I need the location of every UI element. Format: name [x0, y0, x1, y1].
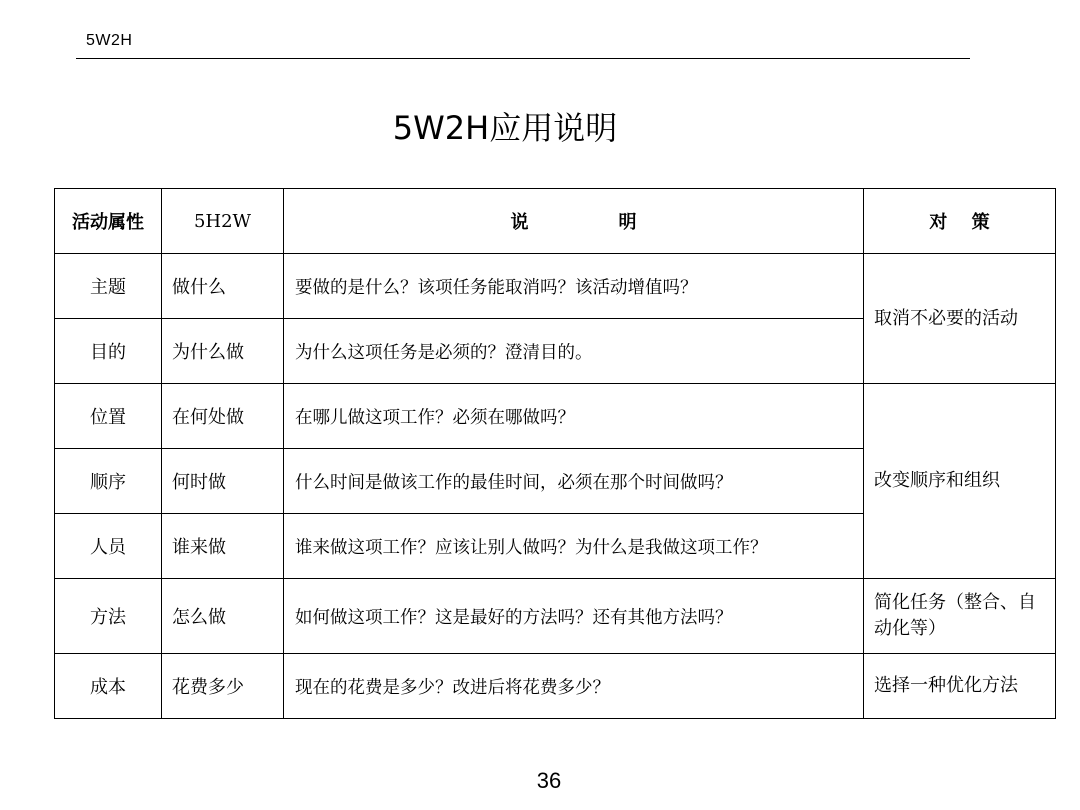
row-attribute: 人员 [55, 514, 162, 579]
header-rule [76, 58, 970, 59]
row-question: 为什么做 [162, 319, 284, 384]
row-description: 现在的花费是多少？改进后将花费多少？ [284, 654, 864, 719]
row-attribute: 目的 [55, 319, 162, 384]
row-question: 怎么做 [162, 579, 284, 654]
page-number: 36 [536, 768, 562, 793]
row-description: 在哪儿做这项工作？必须在哪做吗？ [284, 384, 864, 449]
strategy-reorder: 改变顺序和组织 [864, 384, 1056, 579]
row-question: 花费多少 [162, 654, 284, 719]
row-attribute: 成本 [55, 654, 162, 719]
header-strategy: 对 策 [864, 189, 1056, 254]
row-question: 谁来做 [162, 514, 284, 579]
table-row [55, 579, 1056, 654]
strategy-optimize: 选择一种优化方法 [864, 654, 1056, 719]
row-question: 何时做 [162, 449, 284, 514]
document-title: 5W2H应用说明 [392, 109, 618, 147]
table-row [55, 654, 1056, 719]
row-attribute: 位置 [55, 384, 162, 449]
strategy-eliminate: 取消不必要的活动 [864, 254, 1056, 384]
running-header: 5W2H [86, 32, 133, 49]
row-question: 在何处做 [162, 384, 284, 449]
row-attribute: 顺序 [55, 449, 162, 514]
header-method: 5H2W [162, 189, 284, 254]
row-description: 如何做这项工作？这是最好的方法吗？还有其他方法吗？ [284, 579, 864, 654]
strategy-simplify: 简化任务（整合、自动化等） [864, 579, 1056, 654]
row-question: 做什么 [162, 254, 284, 319]
row-attribute: 主题 [55, 254, 162, 319]
row-description: 要做的是什么？该项任务能取消吗？该活动增值吗？ [284, 254, 864, 319]
row-description: 什么时间是做该工作的最佳时间，必须在那个时间做吗？ [284, 449, 864, 514]
table-row [55, 384, 1056, 449]
row-description: 谁来做这项工作？应该让别人做吗？为什么是我做这项工作？ [284, 514, 864, 579]
row-attribute: 方法 [55, 579, 162, 654]
5w2h-table [54, 188, 1056, 719]
table-row [55, 254, 1056, 319]
header-attribute: 活动属性 [55, 189, 162, 254]
table-header-row [55, 189, 1056, 254]
header-description: 说 明 [284, 189, 864, 254]
row-description: 为什么这项任务是必须的？澄清目的。 [284, 319, 864, 384]
